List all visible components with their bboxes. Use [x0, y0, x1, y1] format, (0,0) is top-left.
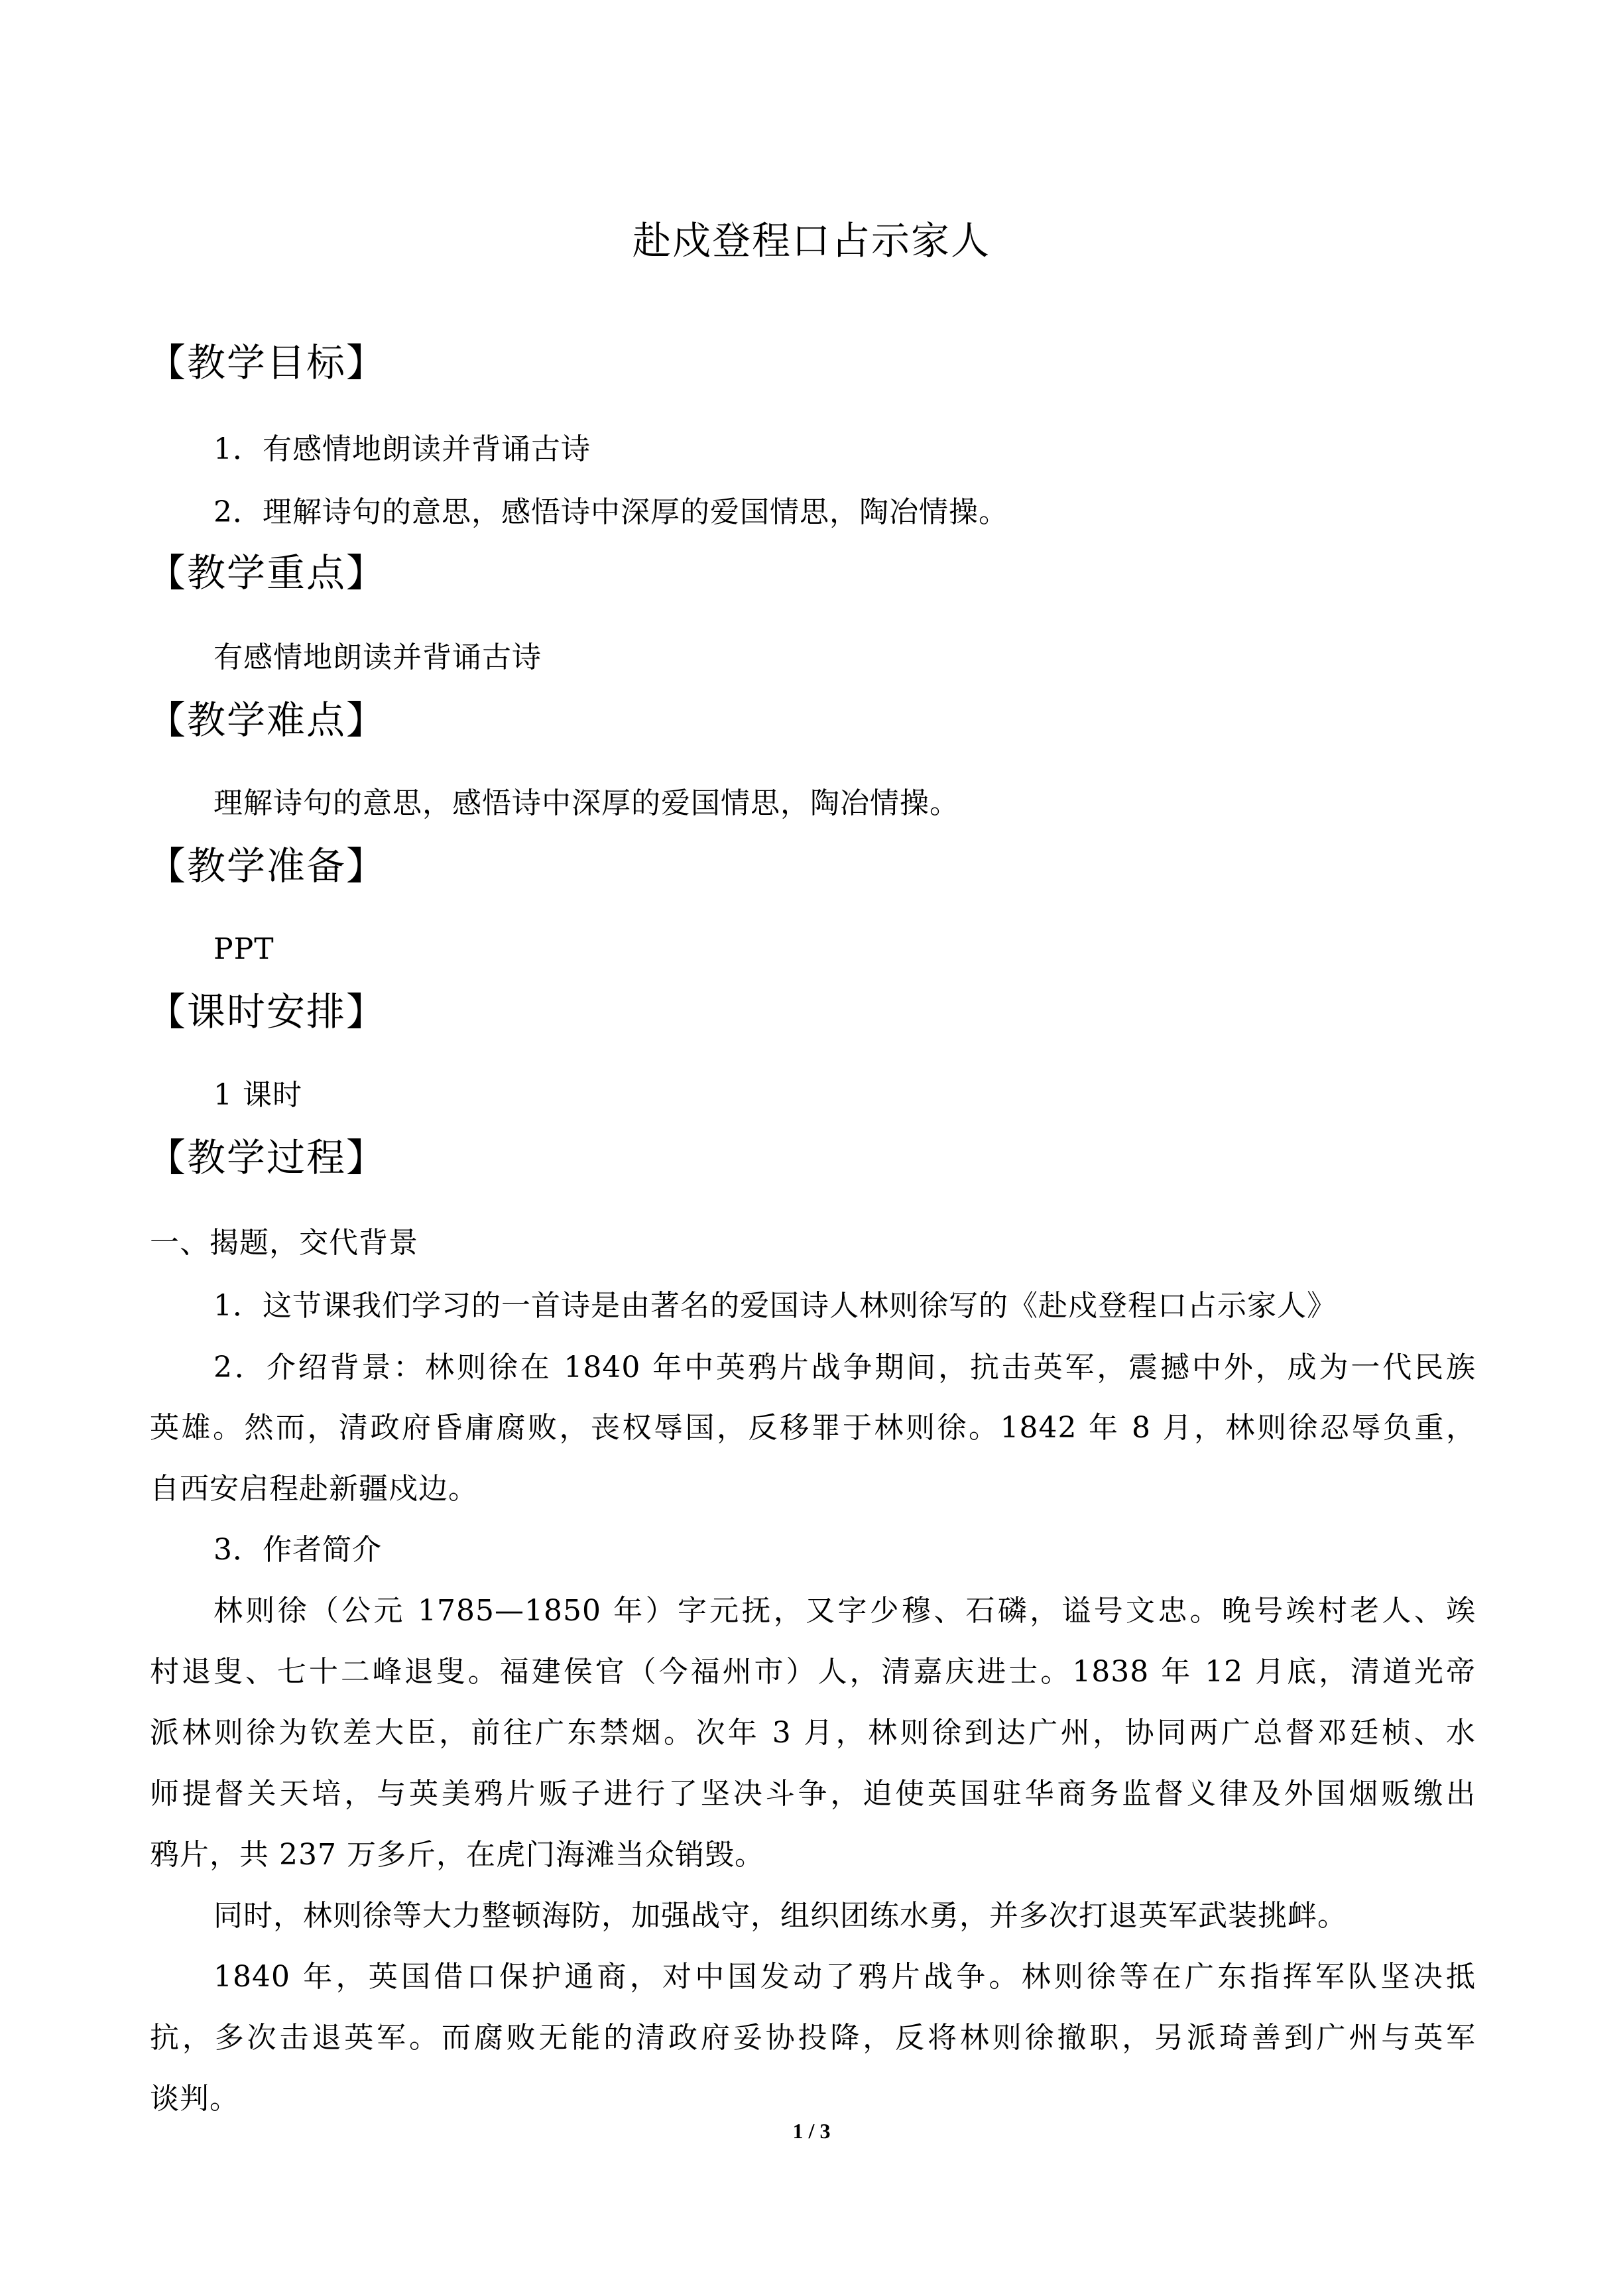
process-step2-line1: 2．介绍背景：林则徐在 1840 年中英鸦片战争期间，抗击英军，震撼中外，成为一代民族	[213, 1351, 1476, 1384]
heading-preparation: 【教学准备】	[147, 843, 387, 888]
process-step1: 1．这节课我们学习的一首诗是由著名的爱国诗人林则徐写的《赴戍登程口占示家人》	[213, 1289, 1337, 1323]
process-step3: 3．作者简介	[213, 1533, 382, 1567]
difficulties-text: 理解诗句的意思，感悟诗中深厚的爱国情思，陶冶情操。	[213, 786, 959, 820]
bio-line-4: 师提督关天培，与英美鸦片贩子进行了坚决斗争，迫使英国驻华商务监督义律及外国烟贩缴出	[150, 1777, 1476, 1811]
para3-line-2: 抗，多次击退英军。而腐败无能的清政府妥协投降，反将林则徐撤职，另派琦善到广州与英军	[150, 2021, 1476, 2055]
para3-line-1: 1840 年，英国借口保护通商，对中国发动了鸦片战争。林则徐等在广东指挥军队坚决抵	[213, 1960, 1476, 1994]
process-para2: 同时，林则徐等大力整顿海防，加强战守，组织团练水勇，并多次打退英军武装挑衅。	[213, 1899, 1347, 1933]
heading-difficulties: 【教学难点】	[147, 697, 387, 743]
process-part1-title: 一、揭题，交代背景	[150, 1226, 418, 1260]
bio-line-1: 林则徐（公元 1785—1850 年）字元抚，又字少穆、石磷，谥号文忠。晚号竢村老人、竢	[213, 1594, 1476, 1628]
bio-line-5: 鸦片，共 237 万多斤，在虎门海滩当众销毁。	[150, 1838, 764, 1872]
heading-schedule: 【课时安排】	[147, 989, 387, 1034]
heading-process: 【教学过程】	[147, 1135, 387, 1180]
document-title: 赴戍登程口占示家人	[632, 218, 991, 263]
key-points-text: 有感情地朗读并背诵古诗	[213, 640, 542, 674]
process-step2-line3: 自西安启程赴新疆戍边。	[150, 1472, 478, 1506]
heading-key-points: 【教学重点】	[147, 550, 387, 595]
heading-objectives: 【教学目标】	[147, 340, 387, 385]
para3-line-3: 谈判。	[150, 2082, 239, 2116]
schedule-text: 1 课时	[213, 1078, 302, 1112]
bio-line-2: 村退叟、七十二峰退叟。福建侯官（今福州市）人，清嘉庆进士。1838 年 12 月底，清道光帝	[150, 1655, 1476, 1689]
process-step2-line2: 英雄。然而，清政府昏庸腐败，丧权辱国，反移罪于林则徐。1842 年 8 月，林则徐忍辱负重，	[150, 1411, 1476, 1445]
bio-line-3: 派林则徐为钦差大臣，前往广东禁烟。次年 3 月，林则徐到达广州，协同两广总督邓廷桢、水	[150, 1716, 1476, 1750]
page-number: 1 / 3	[792, 2119, 831, 2143]
preparation-text: PPT	[213, 932, 274, 966]
objective-item-1: 1．有感情地朗读并背诵古诗	[213, 432, 591, 466]
objective-item-2: 2．理解诗句的意思，感悟诗中深厚的爱国情思，陶冶情操。	[213, 495, 1008, 529]
